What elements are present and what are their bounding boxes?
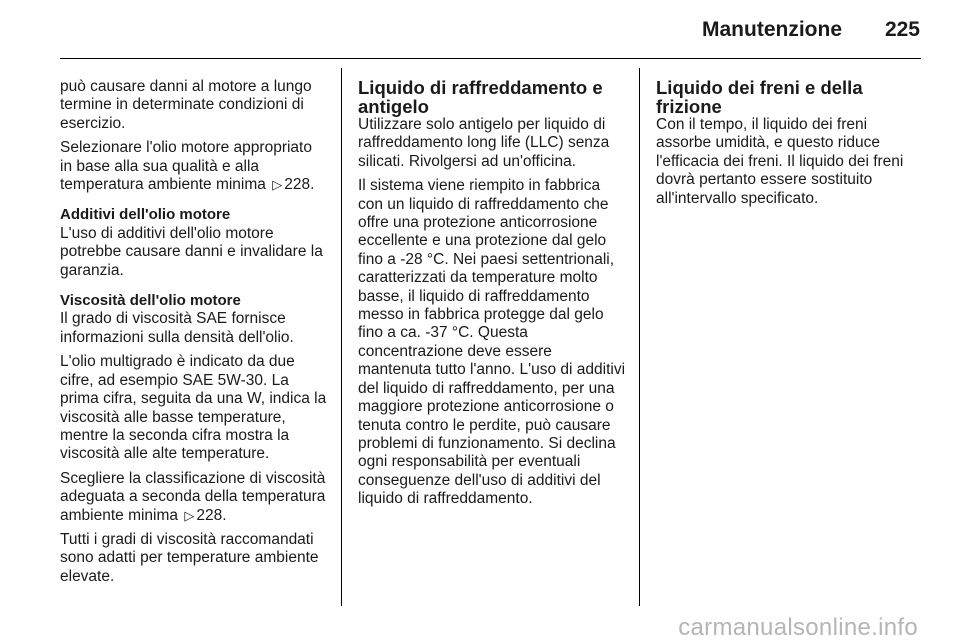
column-3 (656, 78, 924, 214)
paragraph: L'olio multigrado è indicato da due cifre, ad esempio SAE 5W-30. La prima cifra, seguita da una W, indica la viscosità alle basse temperature, mentre la seconda cifra mostra la viscosità alle alte temperature. (60, 353, 327, 463)
page-reference[interactable]: 228. (284, 176, 315, 194)
paragraph-text: Selezionare l'olio motore appropriato in base alla sua qualità e alla temperatura ambiente minima (60, 139, 312, 194)
ref-arrow-icon[interactable]: ▷ (184, 507, 195, 523)
paragraph (60, 139, 328, 194)
section-heading: Liquido dei freni e della frizione (656, 77, 863, 117)
paragraph: Il sistema viene riempito in fabbrica con un liquido di raffreddamento che offre una protezione anticorrosione eccellente e una protezione dal gelo fino a -28 °C. Nei paesi settentrionali, caratterizzati da temperature molto basse, il liquido di raffreddamento messo in fabbrica protegge dal gelo fino a ca. -37 °C. Questa concentrazione deve essere mantenuta tutto l'anno. L'uso di additivi del liquido di raffreddamento, per una maggiore protezione anticorrosione o tenuta contro le perdite, può causare problemi di funzionamento. Si declina ogni responsabilità per eventuali conseguenze dell'uso di additivi del liquido di raffreddamento. (358, 177, 626, 508)
section-heading: Liquido di raffreddamento e antigelo (358, 77, 603, 117)
page-number: 225 (884, 18, 920, 41)
paragraph: Con il tempo, il liquido dei freni assorbe umidità, e questo riduce l'efficacia dei freni. Il liquido dei freni dovrà pertanto essere sostituito all'intervallo specificato. (656, 116, 904, 207)
page-title: Manutenzione (702, 18, 842, 41)
paragraph-text: Scegliere la classificazione di viscosità adeguata a seconda della temperatura ambiente minima (60, 469, 326, 524)
paragraph: può causare danni al motore a lungo termine in determinate condizioni di esercizio. (60, 78, 312, 132)
paragraph (60, 470, 328, 525)
column-1 (60, 78, 328, 592)
ref-arrow-icon[interactable]: ▷ (272, 177, 283, 193)
watermark: carmanualsonline.info (678, 614, 918, 641)
paragraph: Il grado di viscosità SAE fornisce informazioni sulla densità dell'olio. (60, 310, 294, 346)
page-header (0, 0, 960, 60)
column-2 (358, 78, 626, 515)
column-divider-2 (639, 68, 640, 606)
paragraph: L'uso di additivi dell'olio motore potrebbe causare danni e invalidare la garanzia. (60, 224, 323, 279)
column-divider-1 (341, 68, 342, 606)
paragraph: Utilizzare solo antigelo per liquido di raffreddamento long life (LLC) senza silicati. Rivolgersi ad un'officina. (358, 116, 610, 170)
header-divider (60, 58, 921, 59)
paragraph: Tutti i gradi di viscosità raccomandati sono adatti per temperature ambiente elevate. (60, 530, 319, 585)
section-heading: Viscosità dell'olio motore (60, 292, 241, 310)
section-heading: Additivi dell'olio motore (60, 206, 231, 224)
page-reference[interactable]: 228. (196, 506, 227, 524)
